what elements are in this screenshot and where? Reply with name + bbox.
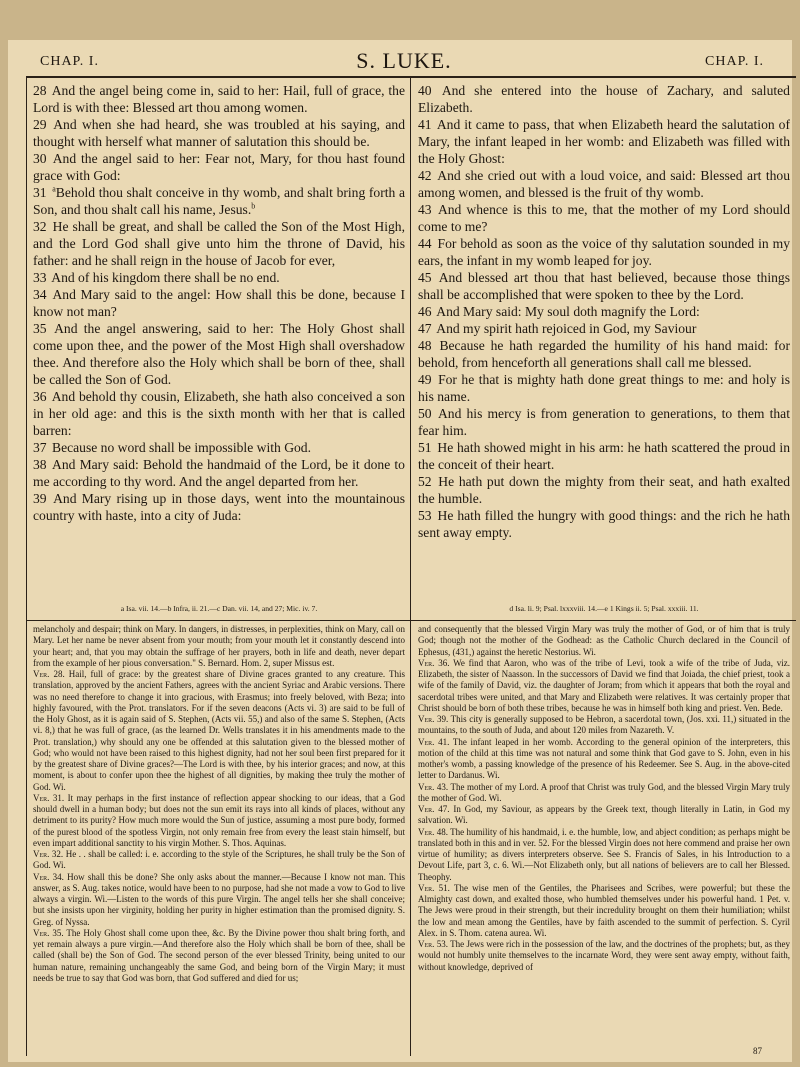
top-rule xyxy=(26,76,796,78)
verse-text: And his mercy is from generation to generations, to them that fear him. xyxy=(418,406,790,438)
verse xyxy=(33,269,405,286)
verse xyxy=(418,201,790,235)
verse-text: And the angel said to her: Fear not, Mary, for thou hast found grace with God: xyxy=(33,151,405,183)
verse-text: He hath put down the mighty from their seat, and hath exalted the humble. xyxy=(418,474,790,506)
verse xyxy=(418,167,790,201)
verse-text: And Mary said: Behold the handmaid of the Lord, be it done to me according to thy word. And the angel departed from her. xyxy=(33,457,405,489)
verse-column-left xyxy=(33,82,405,604)
verse-number: 29 xyxy=(33,117,47,132)
verse xyxy=(33,286,405,320)
verse-text: And it came to pass, that when Elizabeth heard the salutation of Mary, the infant leaped in her womb: and Elizabeth was filled with the Holy Ghost: xyxy=(418,117,790,166)
verse xyxy=(418,337,790,371)
column-divider xyxy=(410,78,411,1056)
note-label: Ver. 36. xyxy=(418,657,450,668)
footnote-marker: a xyxy=(52,184,56,194)
note-label: Ver. 34. xyxy=(33,871,64,882)
verse xyxy=(33,439,405,456)
commentary-note xyxy=(418,658,790,714)
commentary-note xyxy=(33,849,405,872)
verse-text: And when she had heard, she was troubled at his saying, and thought with herself what manner of salutation this should be. xyxy=(33,117,405,149)
footnote-marker: b xyxy=(251,201,256,211)
commentary-note xyxy=(33,872,405,928)
commentary-note xyxy=(418,737,790,782)
verse xyxy=(33,388,405,439)
verse-number: 50 xyxy=(418,406,432,421)
commentary-note xyxy=(418,883,790,939)
verse-text: For behold as soon as the voice of thy salutation sounded in my ears, the infant in my womb leaped for joy. xyxy=(418,236,790,268)
note-text: The mother of my Lord. A proof that Christ was truly God, and the blessed Virgin Mary truly the mother of God. Wi. xyxy=(418,781,790,803)
verse xyxy=(418,439,790,473)
commentary-note xyxy=(33,928,405,984)
verse-number: 33 xyxy=(33,270,47,285)
verse xyxy=(33,82,405,116)
note-text: The wise men of the Gentiles, the Pharisees and Scribes, were powerful; but these the Almighty cast down, and exalted those, who humbled themselves under his powerful hand. 1 Pet. v. The Jews were proud in their strength, but their incredulity brought on them their humiliation; whilst the low and mean among the Gentiles, have by faith ascended to the summit of perfection. S. Cyril Alex. in S. Thom. catena aurea. Wi. xyxy=(418,882,790,938)
note-text: The humility of his handmaid, i. e. the humble, low, and abject condition; as perhaps might be translated both in this and in ver. 52. For the blessed Virgin does not here commend and praise her own virtue of humility; as divers interpreters observe. See S. Francis of Sales, in his Introduction to a Devout Life, part 3, c. 6. Wi.—Not Elizabeth only, but all nations of believers are to call her Blessed. Theophy. xyxy=(418,826,790,882)
verse-number: 37 xyxy=(33,440,47,455)
note-label: Ver. 47. xyxy=(418,804,450,814)
verse xyxy=(33,116,405,150)
verse xyxy=(33,456,405,490)
note-text: and consequently that the blessed Virgin Mary was truly the mother of God, or of him that is truly God; though not the mother of the Godhead: as the Catholic Church declared in the Council of Ephesus, (431,) against the heretic Nestorius. Wi. xyxy=(418,624,790,657)
verse-text: And Mary said: My soul doth magnify the Lord: xyxy=(436,304,700,319)
commentary-note xyxy=(418,714,790,737)
commentary-note xyxy=(33,624,405,669)
verse-number: 53 xyxy=(418,508,432,523)
note-label: Ver. 48. xyxy=(418,826,448,837)
verse-text: And of his kingdom there shall be no end. xyxy=(51,270,280,285)
verse xyxy=(418,235,790,269)
verse xyxy=(33,490,405,524)
verse-number: 49 xyxy=(418,372,432,387)
verse xyxy=(418,507,790,541)
verse-number: 32 xyxy=(33,219,47,234)
verse-number: 41 xyxy=(418,117,432,132)
commentary-note xyxy=(418,804,790,827)
cross-references-left: a Isa. vii. 14.—b Infra, ii. 21.—c Dan. vii. 14, and 27; Mic. iv. 7. xyxy=(120,604,318,613)
verse xyxy=(418,405,790,439)
verse xyxy=(418,269,790,303)
page xyxy=(8,40,792,1062)
verse-text: For he that is mighty hath done great things to me: and holy is his name. xyxy=(418,372,790,404)
verse xyxy=(418,320,790,337)
verse xyxy=(33,150,405,184)
verse-text: And Mary said to the angel: How shall this be done, because I know not man? xyxy=(33,287,405,319)
header-chapter-left: CHAP. I. xyxy=(40,54,99,69)
header-chapter-right: CHAP. I. xyxy=(705,54,764,69)
commentary-note xyxy=(418,939,790,973)
verse-number: 31 xyxy=(33,185,47,200)
commentary-column-right xyxy=(418,624,790,1054)
running-header xyxy=(26,46,782,74)
note-text: He . . shall be called: i. e. according to the style of the Scriptures, he shall truly be the Son of God. Wi. xyxy=(33,849,405,871)
page-number: 87 xyxy=(753,1046,762,1056)
note-text: It may perhaps in the first instance of reflection appear shocking to our ideas, that a God should dwell in a human body; but does not the sun emit its rays into all kinds of places, without any detriment to its purity? How much more would the Sun of justice, assuming a most pure body, formed of the purest blood of the spotless Virgin, not only remain free from every the least stain himself, but even impart additional sanctity to his virgin Mother. S. Thos. Aquinas. xyxy=(33,792,405,848)
verse-text: And she cried out with a loud voice, and said: Blessed art thou among women, and blessed is the fruit of thy womb. xyxy=(418,168,790,200)
verse-text: And my spirit hath rejoiced in God, my Saviour xyxy=(436,321,697,336)
verse-text: He shall be great, and shall be called the Son of the Most High, and the Lord God shall give unto him the throne of David, his father: and he shall reign in the house of Jacob for ever, xyxy=(33,219,405,268)
verse xyxy=(418,303,790,320)
verse-text: Because no word shall be impossible with God. xyxy=(52,440,311,455)
verse-number: 36 xyxy=(33,389,47,404)
commentary-note xyxy=(418,624,790,658)
verse-text: Behold thou shalt conceive in thy womb, and shalt bring forth a Son, and thou shalt call his name, Jesus. xyxy=(33,185,405,217)
note-text: In God, my Saviour, as appears by the Greek text, though literally in Latin, in God my salvation. Wi. xyxy=(418,804,790,826)
verse xyxy=(418,371,790,405)
note-text: melancholy and despair; think on Mary. In dangers, in distresses, in perplexities, think on Mary, call on Mary. Let her name be never absent from your mouth; from your mouth let it constantly descend into your heart; and, that you may obtain the suffrage of her prayers, both in life and death, never depart from the example of her pious conversation." S. Bernard. Hom. 2, super Missus est. xyxy=(33,624,405,668)
verse-text: He hath filled the hungry with good things: and the rich he hath sent away empty. xyxy=(418,508,790,540)
note-text: How shall this be done? She only asks about the manner.—Because I know not man. This answer, as S. Aug. takes notice, would have been to no purpose, had she not made a vow to God to live always a virgin. Wi.—Listen to the words of this pure Virgin. The angel tells her she shall conceive; but she insists upon her virginity, holding her purity in higher estimation than the promised dignity. S. Greg. of Nyssa. xyxy=(33,871,405,927)
verse-number: 44 xyxy=(418,236,432,251)
verse-text: And she entered into the house of Zachary, and saluted Elizabeth. xyxy=(418,83,790,115)
note-label: Ver. 43. xyxy=(418,781,449,792)
commentary-note xyxy=(418,827,790,883)
note-label: Ver. 51. xyxy=(418,882,450,893)
verse-number: 46 xyxy=(418,304,432,319)
verse xyxy=(33,320,405,388)
verse xyxy=(418,473,790,507)
verse-number: 48 xyxy=(418,338,432,353)
note-label: Ver. 31. xyxy=(33,792,65,803)
verse-text: And whence is this to me, that the mother of my Lord should come to me? xyxy=(418,202,790,234)
verse-number: 45 xyxy=(418,270,432,285)
verse-text: Because he hath regarded the humility of his hand maid: for behold, from henceforth all generations shall call me blessed. xyxy=(418,338,790,370)
note-text: Hail, full of grace: by the greatest share of Divine graces granted to any creature. This translation, approved by the ancient Fathers, agrees with the ancient Syriac and Arabic versions. There was no need therefore to change it into gracious, with Erasmus; into freely beloved, with Beza; into highly favoured, with the Prot. translators. For if the seven deacons (Acts vi. 3) are said to be full of the Holy Ghost, as it is again said of S. Stephen, (Acts vii. 55,) and also of the same S. Stephen, (Acts vi. 8,) that he was full of grace, (as the learned Dr. Wells translates it in his amendments made to the Prot. translation,) why should any one be offended at this salutation given to the blessed mother of God; who would not have been raised to this highest dignity, had not her soul been first prepared for it by the greatest share of Divine graces?—The Lord is with thee, by his interior graces; and now, at this moment, is about to confer upon thee the highest of all dignities, by making thee truly the mother of God. Wi. xyxy=(33,669,405,792)
note-label: Ver. 35. xyxy=(33,927,64,938)
commentary-note xyxy=(33,793,405,849)
verse-number: 39 xyxy=(33,491,47,506)
note-label: Ver. 53. xyxy=(418,939,448,949)
verse-number: 35 xyxy=(33,321,47,336)
verse-number: 47 xyxy=(418,321,432,336)
verse-number: 30 xyxy=(33,151,47,166)
verse-text: And the angel answering, said to her: The Holy Ghost shall come upon thee, and the power of the Most High shall overshadow thee. And therefore also the Holy which shall be born of thee, shall be called the Son of God. xyxy=(33,321,405,387)
verse xyxy=(33,184,405,218)
note-text: We find that Aaron, who was of the tribe of Levi, took a wife of the tribe of Juda, viz. Elizabeth, the sister of Naasson. In the successors of David we find that Joiada, the chief priest, took a wife of the family of David, viz. the daughter of Joram; from which it appears that both the royal and sacerdotal tribes were united, and that Mary and Elizabeth were relatives. It was certainly proper that Christ should be born of both these tribes, because he was in himself both king and priest. Ven. Bede. xyxy=(418,657,790,713)
verse xyxy=(418,82,790,116)
commentary-column-left xyxy=(33,624,405,1054)
note-text: The infant leaped in her womb. According to the general opinion of the interpreters, this motion of the child at this time was not natural and some think that God gave to S. John, even in his mother's womb, a passing knowledge of the presence of his Redeemer. See S. Aug. in the above-cited letter to Dardanus. Wi. xyxy=(418,736,790,781)
footnote-divider xyxy=(26,620,796,621)
verse-number: 52 xyxy=(418,474,432,489)
verse-number: 40 xyxy=(418,83,432,98)
note-text: The Jews were rich in the possession of the law, and the doctrines of the prophets; but, as they would not humbly unite themselves to the incarnate Word, they were sent away empty, without faith, without knowledge, deprived of xyxy=(418,939,790,972)
note-label: Ver. 41. xyxy=(418,736,450,747)
verse xyxy=(33,218,405,269)
verse-number: 34 xyxy=(33,287,47,302)
verse-text: And Mary rising up in those days, went into the mountainous country with haste, into a city of Juda: xyxy=(33,491,405,523)
note-text: This city is generally supposed to be Hebron, a sacerdotal town, (Jos. xxi. 11,) situated in the mountains, to the south of Juda, and about 120 miles from Nazareth. V. xyxy=(418,714,790,736)
commentary-note xyxy=(418,782,790,805)
note-label: Ver. 39. xyxy=(418,714,449,724)
verse-number: 42 xyxy=(418,168,432,183)
verse-text: And the angel being come in, said to her: Hail, full of grace, the Lord is with thee: Blessed art thou among women. xyxy=(33,83,405,115)
verse-column-right xyxy=(418,82,790,604)
note-label: Ver. 28. xyxy=(33,669,65,679)
commentary-note xyxy=(33,669,405,793)
verse-text: And behold thy cousin, Elizabeth, she hath also conceived a son in her old age: and this is the sixth month with her that is called barren: xyxy=(33,389,405,438)
verse-number: 28 xyxy=(33,83,47,98)
left-rule xyxy=(26,76,27,1056)
header-book-title: S. LUKE. xyxy=(356,48,452,73)
verse xyxy=(418,116,790,167)
verse-number: 38 xyxy=(33,457,47,472)
cross-references-right: d Isa. li. 9; Psal. lxxxviii. 14.—e 1 Kings ii. 5; Psal. xxxiii. 11. xyxy=(509,604,699,613)
verse-text: He hath showed might in his arm: he hath scattered the proud in the conceit of their heart. xyxy=(418,440,790,472)
note-text: The Holy Ghost shall come upon thee, &c. By the Divine power thou shalt bring forth, and yet remain always a pure virgin.—And therefore also the Holy which shall be born of thee, shall be called (shall be) the Son of God. The second person of the ever blessed Trinity, being united to our human nature, remaining unchangeably the same God, and being born of the Virgin Mary; it must needs be true to say that God was born, that God suffered and died for us; xyxy=(33,927,405,983)
verse-number: 43 xyxy=(418,202,432,217)
note-label: Ver. 32. xyxy=(33,849,64,859)
verse-text: And blessed art thou that hast believed, because those things shall be accomplished that were spoken to thee by the Lord. xyxy=(418,270,790,302)
verse-number: 51 xyxy=(418,440,432,455)
